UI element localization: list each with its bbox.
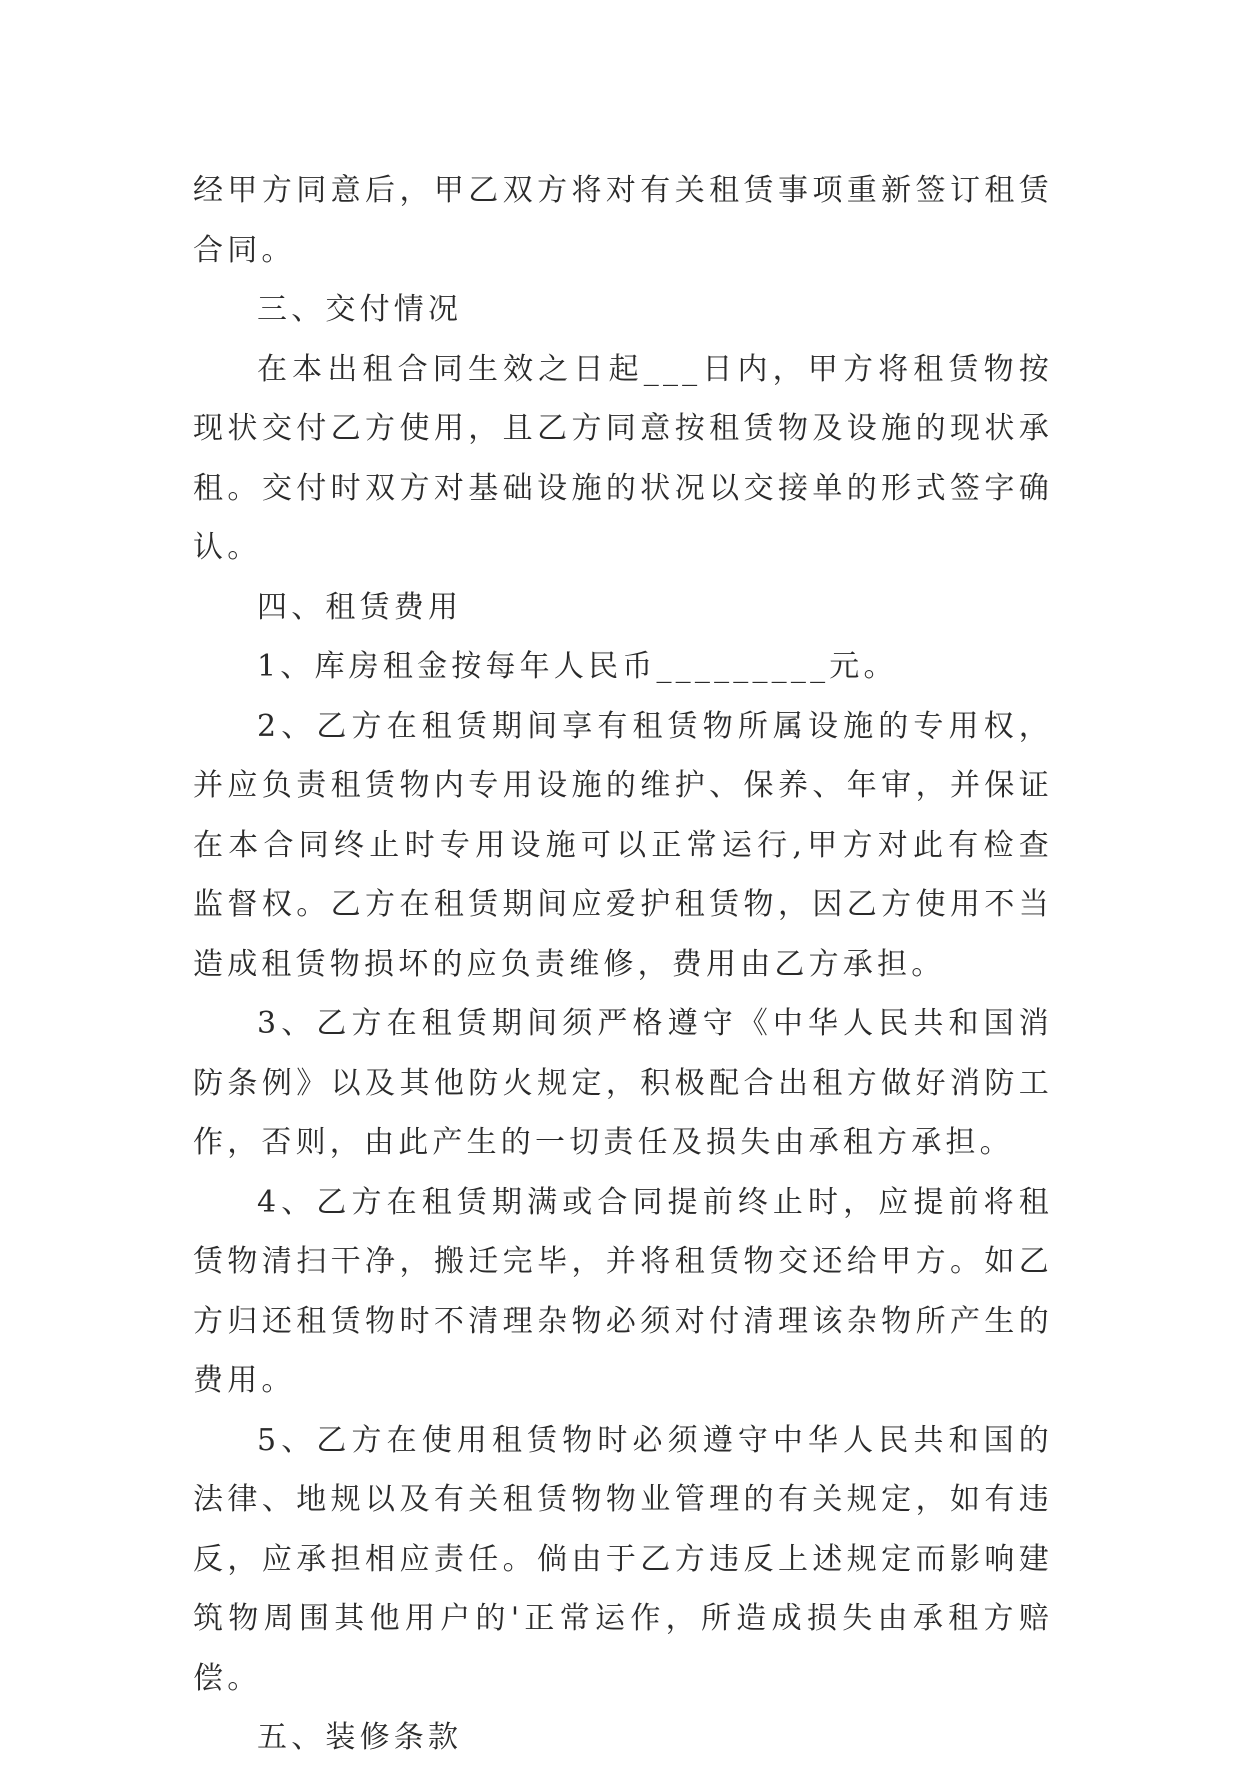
clause-fire-safety: 3、乙方在租赁期间须严格遵守《中华人民共和国消防条例》以及其他防火规定，积极配合出租方做好消防工作，否则，由此产生的一切责任及损失由承租方承担。: [193, 1006, 1053, 1160]
contract-body: [193, 161, 1053, 1768]
section-heading-rental-fees: 四、租赁费用: [257, 589, 463, 625]
paragraph-renegotiation-clause: 经甲方同意后，甲乙双方将对有关租赁事项重新签订租赁合同。: [193, 173, 1053, 268]
clause-warehouse-rent: 1、库房租金按每年人民币_________元。: [257, 649, 898, 684]
paragraph-delivery-terms: 在本出租合同生效之日起___日内，甲方将租赁物按现状交付乙方使用，且乙方同意按租赁物及设施的现状承租。交付时双方对基础设施的状况以交接单的形式签字确认。: [193, 351, 1053, 565]
clause-return-of-premises: 4、乙方在租赁期满或合同提前终止时，应提前将租赁物清扫干净，搬迁完毕，并将租赁物交还给甲方。如乙方归还租赁物时不清理杂物必须对付清理该杂物所产生的费用。: [193, 1184, 1053, 1398]
section-heading-delivery: 三、交付情况: [257, 292, 463, 327]
clause-legal-compliance: 5、乙方在使用租赁物时必须遵守中华人民共和国的法律、地规以及有关租赁物物业管理的有关规定，如有违反，应承担相应责任。倘由于乙方违反上述规定而影响建筑物周围其他用户的'正常运作，所造成损失由承租方赔偿。: [193, 1422, 1053, 1696]
clause-facility-maintenance: 2、乙方在租赁期间享有租赁物所属设施的专用权，并应负责租赁物内专用设施的维护、保养、年审，并保证在本合同终止时专用设施可以正常运行,甲方对此有检查监督权。乙方在租赁期间应爱护租赁物，因乙方使用不当造成租赁物损坏的应负责维修，费用由乙方承担。: [193, 708, 1053, 982]
section-heading-renovation: 五、装修条款: [257, 1720, 463, 1755]
